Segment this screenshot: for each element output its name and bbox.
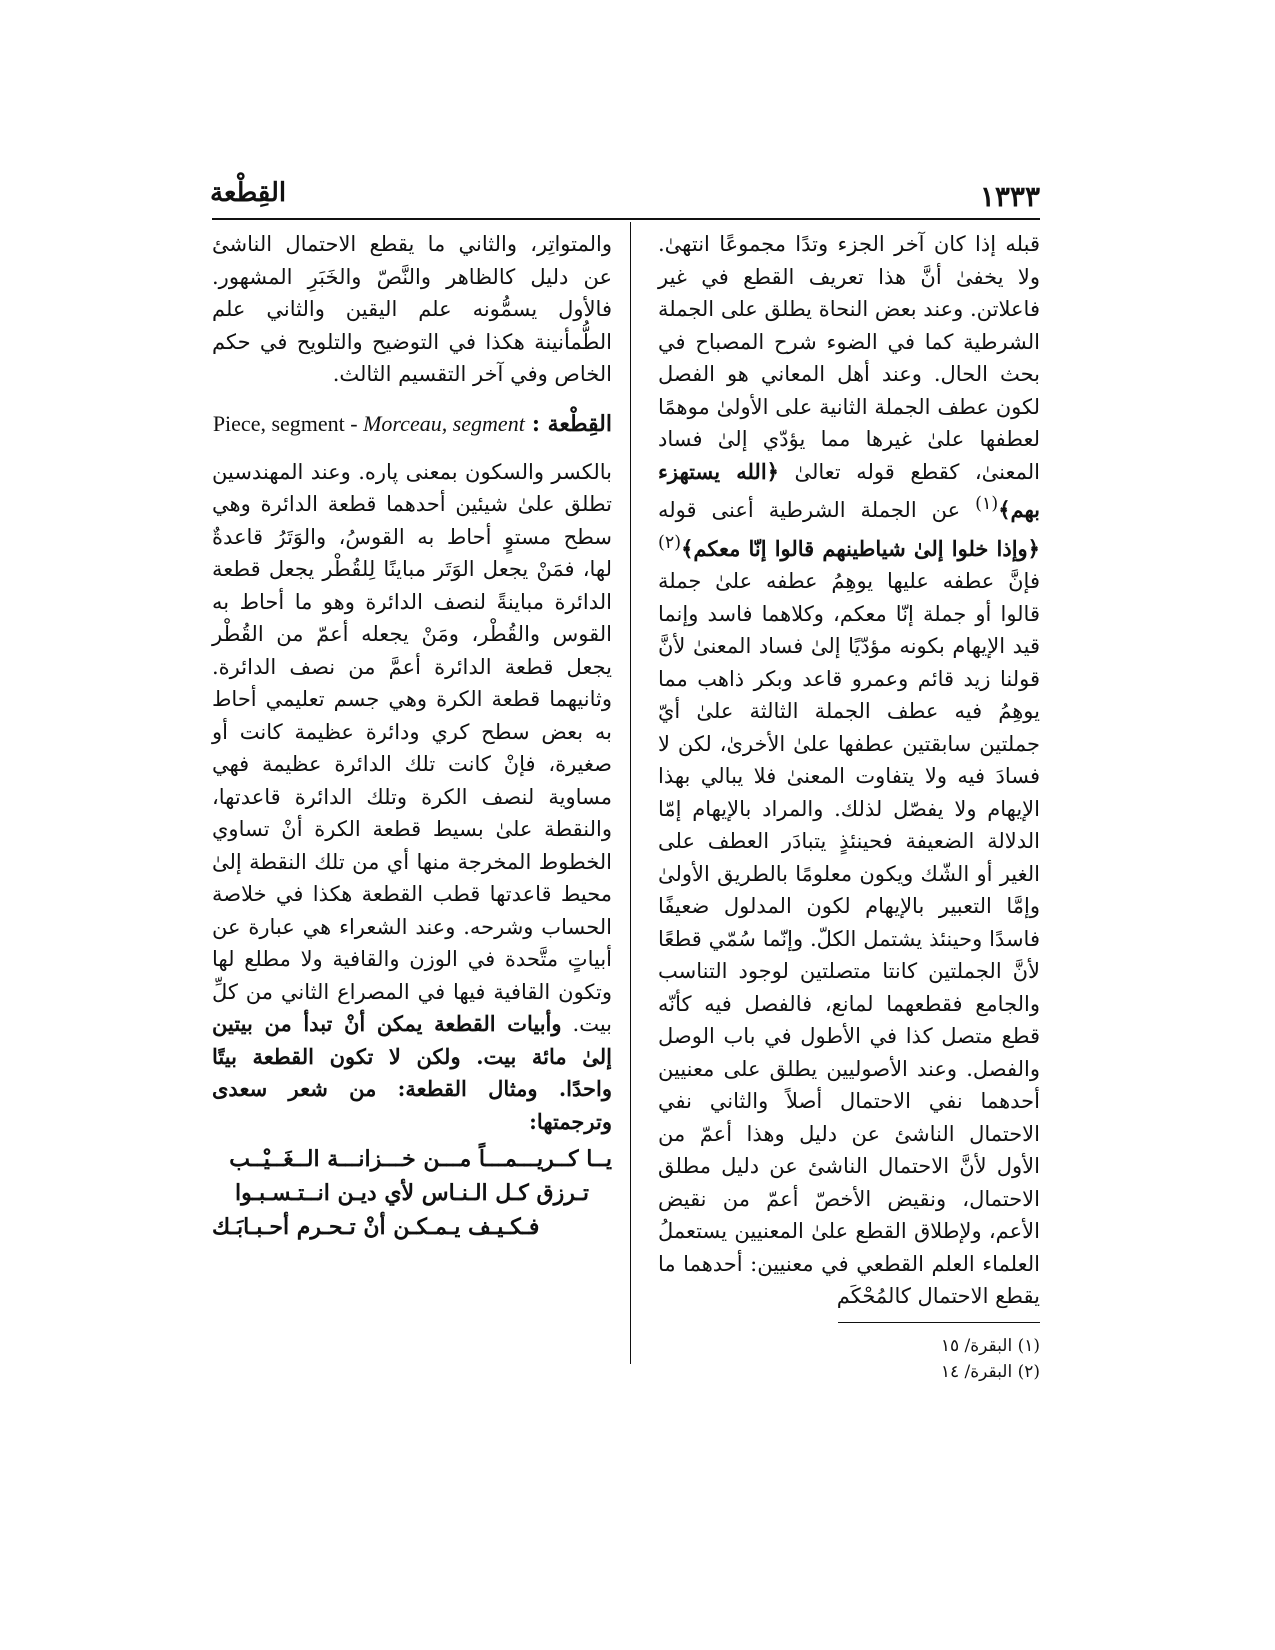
right-column-paragraph: [658, 228, 1040, 1313]
quran-quote: ﴿الله يستهزء بهم﴾: [658, 458, 1040, 522]
footnotes: [740, 1333, 1040, 1385]
footnote-marker: (١): [975, 494, 999, 514]
poem-line: يــا كــريـــمـــاً مـــن خـــزانـــة الــغَــيْــب: [229, 1146, 612, 1172]
footnote: (٢) البقرة/ ١٤: [940, 1362, 1040, 1382]
entry-english: Piece, segment -: [212, 410, 364, 436]
footnote: (١) البقرة/ ١٥: [940, 1336, 1040, 1356]
footnote-rule: [838, 1322, 1040, 1323]
entry-heading: [212, 407, 612, 442]
body-text: فإنَّ عطفه عليها يوهِمُ عطفه علىٰ جملة قالوا أو جملة إنّا معكم، وكلاهما فاسد وإنما قيد الإيهام بكونه مؤدّيًا إلىٰ فساد المعنىٰ لأنَّ قولنا زيد قائم وعمرو قاعد وبكر ذاهب مما يوهِمُ فيه عطف الجملة الثالثة علىٰ أيّ جملتين سابقتين عطفها علىٰ الأخرىٰ، لكن لا فسادَ فيه ولا يتفاوت المعنىٰ فلا يبالي بهذا الإيهام ولا يفصّل لذلك. والمراد بالإيهام إمّا الدلالة الضعيفة فحينئذٍ يتبادَر العطف على الغير أو الشّك ويكون معلومًا بالطريق الأولىٰ وإمَّا التعبير بالإيهام لكون المدلول ضعيفًا فاسدًا وحينئذ يشتمل الكلّ. وإنّما سُمّي قطعًا لأنَّ الجملتين كانتا متصلتين لوجود التناسب والجامع فقطعهما لمانع، فالفصل فيه كأنّه قطع متصل كذا في الأطول في باب الوصل والفصل. وعند الأصوليين يطلق على معنيين أحدهما نفي الاحتمال أصلاً والثاني نفي الاحتمال الناشئ عن دليل وهذا أعمّ من الأول لأنَّ الاحتمال الناشئ عن دليل مطلق الاحتمال، ونقيض الأخصّ أعمّ من نقيض الأعم، ولإطلاق القطع علىٰ المعنيين يستعملُ العلماء العلم القطعي في معنيين: أحدهما ما يقطع الاحتمال كالمُحْكَم: [658, 569, 1040, 1308]
quran-quote: ﴿وإذا خلوا إلىٰ شياطينهم قالوا إنّا معكم﴾: [681, 535, 1040, 561]
poem: [212, 1142, 612, 1244]
entry-body-bold: وأبيات القطعة يمكن أنْ تبدأ من بيتين إلىٰ مائة بيت. ولكن لا تكون القطعة بيتًا واحدًا. ومثال القطعة: من شعر سعدى وترجمتها:: [212, 1011, 612, 1134]
intro-paragraph: والمتواتِر، والثاني ما يقطع الاحتمال الناشئ عن دليل كالظاهر والنَّصّ والخَبَرِ المشهور. فالأول يسمُّونه علم اليقين والثاني علم الطُّمأنينة هكذا في التوضيح والتلويح في حكم الخاص وفي آخر التقسيم الثالث.: [212, 232, 612, 386]
poem-line: فـكـيـف يـمـكـن أنْ تـحـرم أحـبـابَـك: [212, 1214, 540, 1240]
entry-body: [212, 456, 612, 1139]
body-text: عن الجملة الشرطية أعنى قوله: [658, 498, 976, 522]
entry-translation: [213, 411, 525, 436]
poem-line: تـرزق كـل الـنـاس لأي ديـن انــتـسـبـوا: [235, 1180, 589, 1206]
left-column: [212, 228, 612, 1244]
entry-french: Morceau, segment: [363, 410, 525, 436]
column-divider: [630, 222, 631, 1364]
body-text: قبله إذا كان آخر الجزء وتدًا مجموعًا انتهىٰ. ولا يخفىٰ أنَّ هذا تعريف القطع في غير فاعلاتن. وعند بعض النحاة يطلق على الجملة الشرطية كما في الضوء شرح المصباح في بحث الحال. وعند أهل المعاني هو الفصل لكون عطف الجملة الثانية على الأولىٰ موهمًا لعطفها علىٰ غيرها مما يؤدّي إلىٰ فساد المعنىٰ، كقطع قوله تعالىٰ: [658, 232, 1040, 484]
entry-body-text: بالكسر والسكون بمعنى پاره. وعند المهندسين تطلق علىٰ شيئين أحدهما قطعة الدائرة وهي سطح مستوٍ أحاط به القوسُ، والوَتَرُ قاعدةٌ لها، فمَنْ يجعل الوَتَر مباينًا لِلقُطْر يجعل قطعة الدائرة مباينةً لنصف الدائرة وهو ما أحاط به القوس والقُطْر، ومَنْ يجعله أعمّ من القُطْر يجعل قطعة الدائرة أعمَّ من نصف الدائرة. وثانيهما قطعة الكرة وهي جسم تعليمي أحاط به بعض سطح كري ودائرة عظيمة كانت أو صغيرة، فإنْ كانت تلك الدائرة عظيمة فهي مساوية لنصف الكرة وتلك الدائرة قاعدتها، والنقطة علىٰ بسيط قطعة الكرة أنْ تساوي الخطوط المخرجة منها أي من تلك النقطة إلىٰ محيط قاعدتها قطب القطعة هكذا في خلاصة الحساب وشرحه. وعند الشعراء هي عبارة عن أبياتٍ متَّحدة في الوزن والقافية ولا مطلع لها وتكون القافية فيها في المصراع الثاني من كلِّ بيت.: [212, 459, 613, 1036]
running-head: القِطْعة: [210, 178, 287, 208]
entry-lemma: القِطْعة :: [531, 410, 612, 437]
right-column: [658, 228, 1040, 1313]
footnote-marker: (٢): [658, 532, 682, 553]
page-number: ١٣٣٣: [979, 180, 1040, 213]
header-rule: [212, 218, 1040, 220]
